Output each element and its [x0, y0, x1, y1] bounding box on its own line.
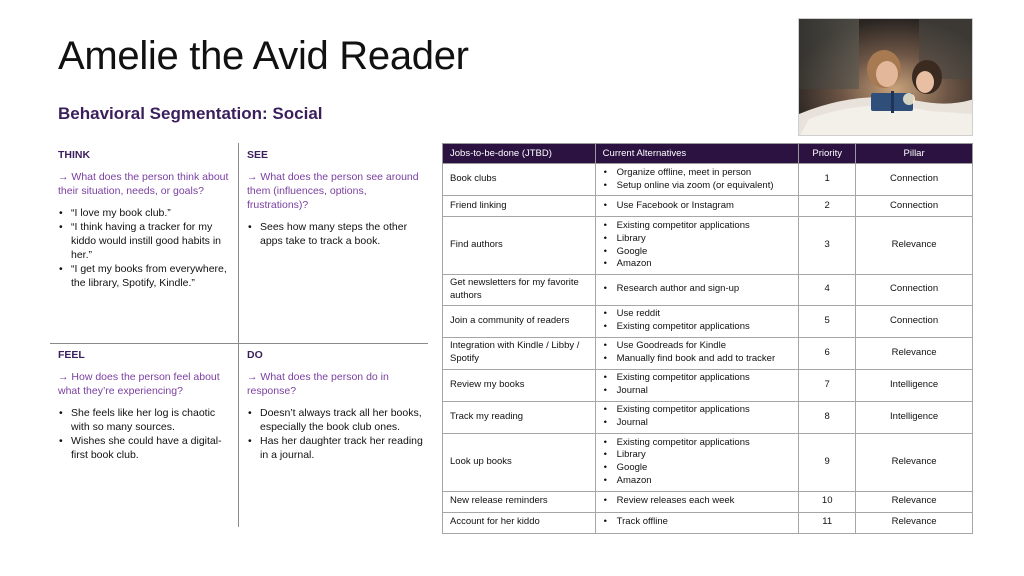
alternative-item: • Research author and sign-up	[603, 283, 792, 296]
job-cell: Find authors	[443, 217, 596, 275]
do-list	[247, 406, 424, 462]
alternative-item: • Library	[603, 233, 792, 246]
priority-cell: 11	[799, 512, 856, 533]
priority-cell: 7	[799, 369, 856, 401]
page-subtitle: Behavioral Segmentation: Social	[58, 104, 323, 123]
alternative-item: • Use Goodreads for Kindle	[603, 340, 792, 353]
quadrant-divider-horizontal	[50, 343, 428, 344]
alternatives-list	[603, 167, 792, 193]
persona-photo	[798, 18, 973, 136]
do-item: • Has her daughter track her reading in a journal.	[247, 434, 424, 462]
alternative-item: • Existing competitor applications	[603, 220, 792, 233]
table-row	[443, 275, 973, 306]
pillar-cell: Intelligence	[856, 401, 973, 433]
think-prompt: → What does the person think about their situation, needs, or goals?	[58, 171, 229, 197]
table-row	[443, 491, 973, 512]
job-cell: Integration with Kindle / Libby / Spotify	[443, 337, 596, 369]
pillar-cell: Connection	[856, 305, 973, 337]
see-heading: SEE	[247, 149, 269, 161]
alternatives-list	[603, 372, 792, 398]
job-cell: Get newsletters for my favorite authors	[443, 275, 596, 306]
priority-cell: 2	[799, 196, 856, 217]
table-row	[443, 433, 973, 491]
alternative-item: • Journal	[603, 385, 792, 398]
alternative-item: • Google	[603, 462, 792, 475]
pillar-cell: Intelligence	[856, 369, 973, 401]
priority-cell: 10	[799, 491, 856, 512]
pillar-cell: Relevance	[856, 217, 973, 275]
alternatives-cell	[595, 433, 799, 491]
alternative-item: • Existing competitor applications	[603, 321, 792, 334]
do-prompt: → What does the person do in response?	[247, 371, 389, 397]
alternative-item: • Amazon	[603, 258, 792, 271]
alternatives-list	[603, 495, 792, 508]
alternatives-list	[603, 516, 792, 529]
table-row	[443, 196, 973, 217]
job-cell: New release reminders	[443, 491, 596, 512]
alternative-item: • Amazon	[603, 475, 792, 488]
page-title: Amelie the Avid Reader	[58, 34, 469, 78]
alternatives-cell	[595, 369, 799, 401]
priority-cell: 4	[799, 275, 856, 306]
feel-item: • She feels like her log is chaotic with so many sources.	[58, 406, 235, 434]
pillar-cell: Relevance	[856, 337, 973, 369]
alternative-item: • Track offline	[603, 516, 792, 529]
job-cell: Friend linking	[443, 196, 596, 217]
alternatives-list	[603, 283, 792, 296]
alternatives-cell	[595, 491, 799, 512]
alternative-item: • Use reddit	[603, 308, 792, 321]
table-row	[443, 164, 973, 196]
do-quadrant	[239, 343, 428, 527]
alternatives-cell	[595, 512, 799, 533]
feel-quadrant	[50, 343, 239, 527]
do-heading: DO	[247, 349, 263, 361]
job-cell: Account for her kiddo	[443, 512, 596, 533]
job-cell: Look up books	[443, 433, 596, 491]
empathy-map	[50, 143, 428, 527]
alternative-item: • Organize offline, meet in person	[603, 167, 792, 180]
alternatives-cell	[595, 196, 799, 217]
table-header-row	[443, 144, 973, 164]
table-row	[443, 401, 973, 433]
feel-item: • Wishes she could have a digital-first book club.	[58, 434, 235, 462]
alternative-item: • Setup online via zoom (or equivalent)	[603, 180, 792, 193]
job-cell: Book clubs	[443, 164, 596, 196]
jtbd-table	[442, 143, 973, 534]
feel-heading: FEEL	[58, 349, 85, 361]
table-row	[443, 217, 973, 275]
pillar-cell: Relevance	[856, 512, 973, 533]
think-quadrant	[50, 143, 239, 343]
alternatives-cell	[595, 275, 799, 306]
alternative-item: • Google	[603, 246, 792, 259]
alternative-item: • Library	[603, 449, 792, 462]
alternative-item: • Existing competitor applications	[603, 437, 792, 450]
priority-cell: 5	[799, 305, 856, 337]
alternative-item: • Manually find book and add to tracker	[603, 353, 792, 366]
header-alternatives: Current Alternatives	[595, 144, 799, 164]
think-list	[58, 206, 235, 290]
job-cell: Review my books	[443, 369, 596, 401]
pillar-cell: Relevance	[856, 491, 973, 512]
do-item: • Doesn’t always track all her books, especially the book club ones.	[247, 406, 424, 434]
see-item: • Sees how many steps the other apps take to track a book.	[247, 220, 424, 248]
alternatives-list	[603, 404, 792, 430]
table-body	[443, 164, 973, 534]
think-heading: THINK	[58, 149, 91, 161]
alternatives-cell	[595, 305, 799, 337]
feel-prompt: → How does the person feel about what they’re experiencing?	[58, 371, 220, 397]
alternatives-list	[603, 340, 792, 366]
think-item: • “I think having a tracker for my kiddo would instill good habits in her.”	[58, 220, 235, 262]
priority-cell: 1	[799, 164, 856, 196]
table-row	[443, 369, 973, 401]
alternative-item: • Use Facebook or Instagram	[603, 200, 792, 213]
table-row	[443, 512, 973, 533]
table-row	[443, 305, 973, 337]
priority-cell: 3	[799, 217, 856, 275]
pillar-cell: Connection	[856, 164, 973, 196]
alternatives-list	[603, 200, 792, 213]
pillar-cell: Relevance	[856, 433, 973, 491]
alternatives-list	[603, 220, 792, 271]
table-row	[443, 337, 973, 369]
pillar-cell: Connection	[856, 275, 973, 306]
header-pillar: Pillar	[856, 144, 973, 164]
priority-cell: 9	[799, 433, 856, 491]
priority-cell: 6	[799, 337, 856, 369]
see-quadrant	[239, 143, 428, 343]
think-item: • “I get my books from everywhere, the library, Spotify, Kindle.”	[58, 262, 235, 290]
quadrant-divider-vertical	[238, 143, 239, 527]
job-cell: Track my reading	[443, 401, 596, 433]
header-jtbd: Jobs-to-be-done (JTBD)	[443, 144, 596, 164]
alternatives-cell	[595, 337, 799, 369]
priority-cell: 8	[799, 401, 856, 433]
alternative-item: • Review releases each week	[603, 495, 792, 508]
header-priority: Priority	[799, 144, 856, 164]
alternatives-cell	[595, 217, 799, 275]
alternatives-cell	[595, 401, 799, 433]
see-list	[247, 220, 424, 248]
job-cell: Join a community of readers	[443, 305, 596, 337]
alternative-item: • Existing competitor applications	[603, 404, 792, 417]
alternatives-list	[603, 308, 792, 334]
alternative-item: • Existing competitor applications	[603, 372, 792, 385]
pillar-cell: Connection	[856, 196, 973, 217]
think-item: • “I love my book club.”	[58, 206, 235, 220]
see-prompt: → What does the person see around them (influences, options, frustrations)?	[247, 171, 419, 211]
alternatives-list	[603, 437, 792, 488]
alternatives-cell	[595, 164, 799, 196]
feel-list	[58, 406, 235, 462]
alternative-item: • Journal	[603, 417, 792, 430]
